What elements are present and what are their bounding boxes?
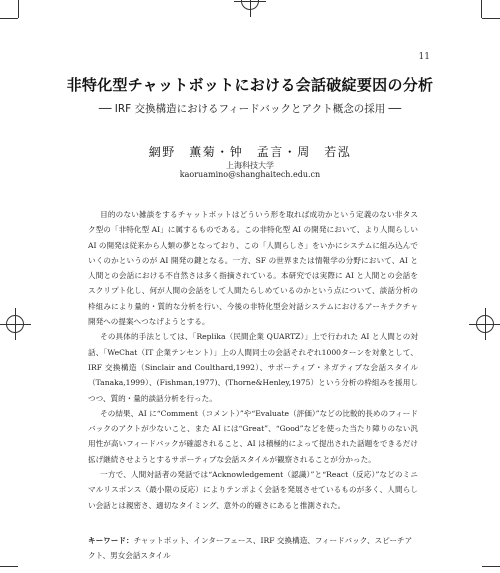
paper-title: 非特化型チャットボットにおける会話破綻要因の分析	[66, 76, 434, 94]
author-names: 網野 薫菊・钟 孟言・周 若泓	[148, 145, 352, 159]
keywords-section	[88, 533, 418, 563]
page-number: 11	[418, 52, 430, 62]
crop-mark-top-right	[482, 18, 500, 19]
crop-mark-top-left-v	[18, 0, 19, 18]
registration-mark-right	[476, 315, 494, 333]
crop-mark-top-left	[0, 18, 18, 19]
abstract-paragraph: 目的のない雑談をするチャットボットはどういう形を取れば成功かという定義のない非タスク型の「非特化型 AI」に属するものである。この非特化型 AI の開発において、より人間らしい AI の開発は従来から人類の夢となっており、この「人間らしさ」をいかにシステムに組み込んでいくのかというのが AI 開発の鍵となる。一方、SF の世界または情報学の分野において、AI と人間との会話における不自然さは多く指摘されている。本研究では実際に AI と人間との会話をスクリプト化し、何が人間の会話をして人間たらしめているのかという点について、談話分析の枠組みにより量的・質的な分析を行い、今後の非特化型会対話システムにおけるアーキテクチャ開発への提案へつなげようとする。	[88, 210, 418, 327]
keywords-label: キーワード：	[88, 536, 134, 545]
registration-mark-top	[241, 0, 259, 10]
crop-mark-top-right-v	[481, 0, 482, 18]
abstract-paragraph: その結果、AI に“Comment（コメント）”や“Evaluate（評価）”などの比較的長めのフィードバックのアクトが少ないこと、また AI には“Great”、“Good”などを使った当たり障りのない汎用性が高いフィードバックが確認されること、AI は積極的によって提出された話題をできるだけ拡げ継続させようとするサポーティブな会話スタイルが観察されることが分かった。	[88, 408, 418, 464]
keywords-list: チャットボット、インターフェース、IRF 交換構造、フィードバック、スピーチアクト、男女会話スタイル	[88, 536, 413, 560]
author-email: kaoruamino@shanghaitech.edu.cn	[179, 170, 321, 179]
author-affiliation: 上海科技大学	[226, 161, 274, 170]
crop-mark-bottom-right	[482, 566, 500, 567]
paper-subtitle: ── IRF 交換構造におけるフィードバックとアクト概念の採用 ──	[98, 103, 402, 115]
crop-mark-bottom-left	[0, 566, 18, 567]
abstract-paragraph: その具体的手法としては、「Replika（民間企業 QUARTZ）」上で行われた AI と人間との対話、「WeChat（IT 企業テンセント）」上の人間同士の会話それぞれ1000ターンを対象として、IRF 交換構造（Sinclair and Coulthard,1992）、サポーティブ・ネガティブな会話スタイル（Tanaka,1999）、(Fishman,1977)、(Thorne&Henley,1975）という分析の枠組みを援用しつつ、質的・量的談話分析を行った。	[88, 332, 418, 403]
abstract-body	[88, 207, 418, 513]
abstract-paragraph: 一方で、人間対話者の発話では“Acknowledgement（認識）”と“React（反応）”などのミニマルリスポンス（最小限の反応）によりテンポよく会話を発展させているものが多く、人間らしい会話とは親密さ、適切なタイミング、意外の的確さにあると推測された。	[88, 470, 418, 510]
registration-mark-left	[6, 315, 24, 333]
